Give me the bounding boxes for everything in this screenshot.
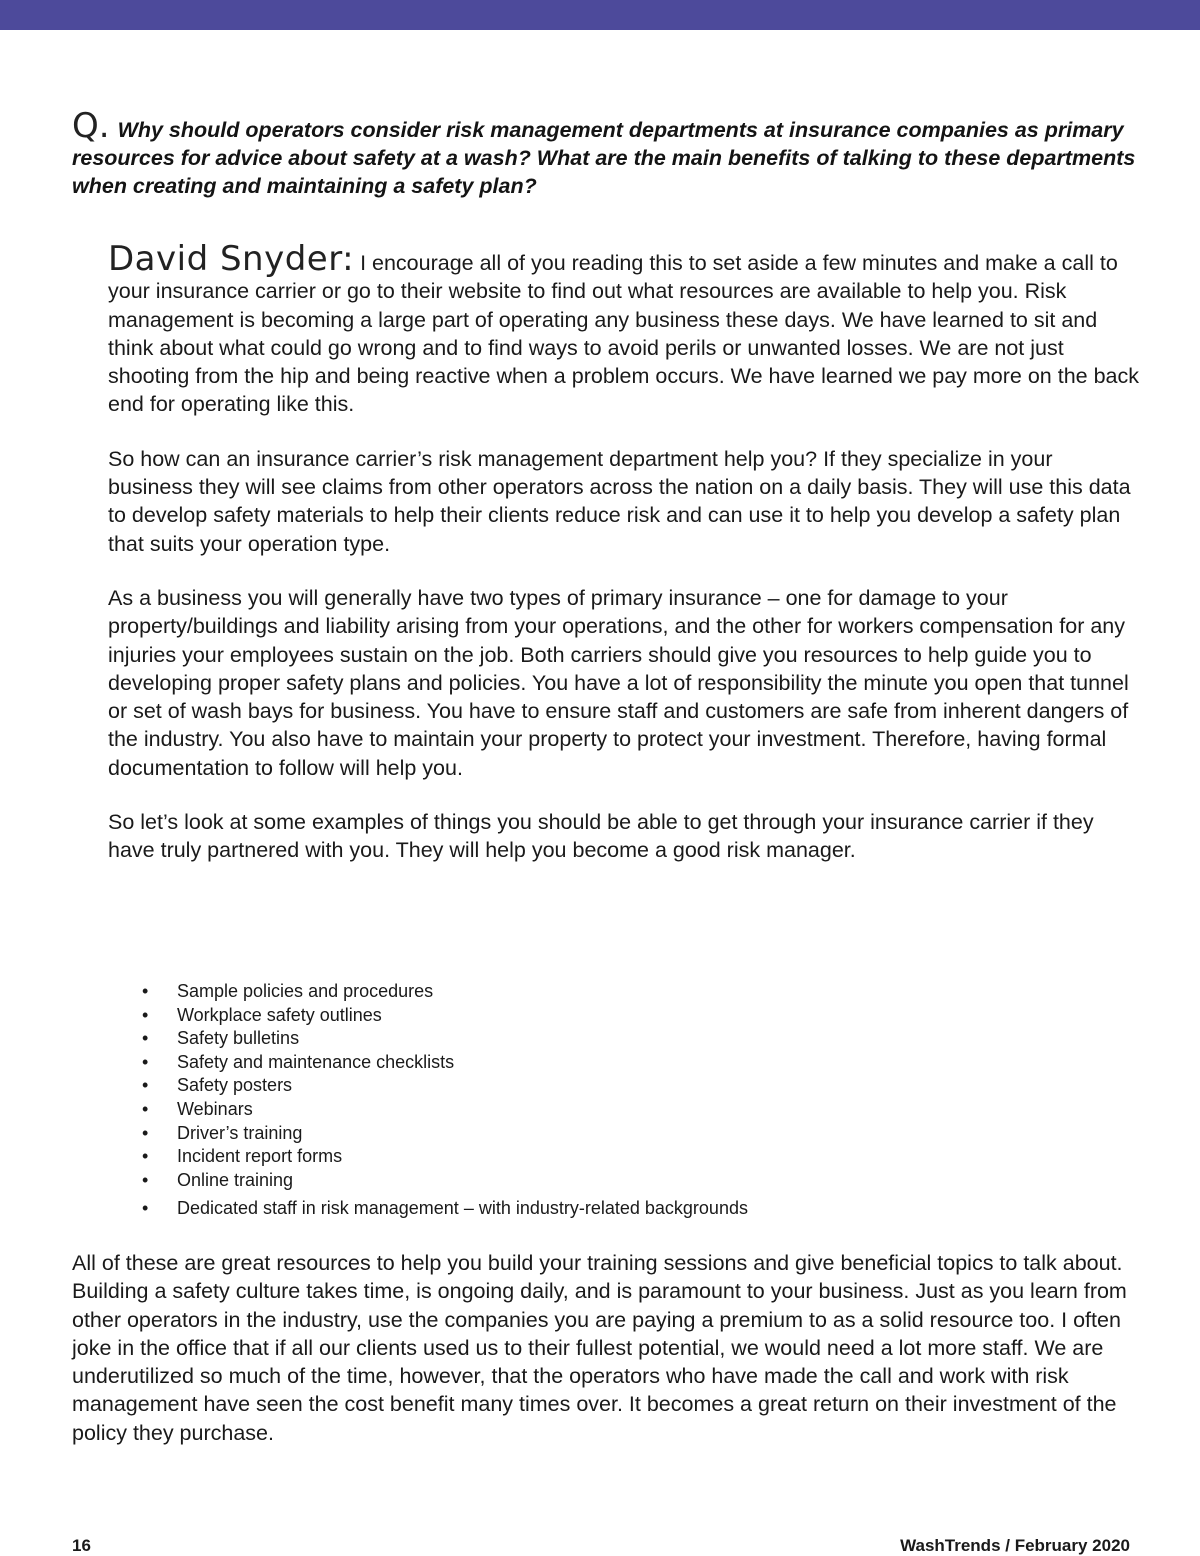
answer-paragraph: So let’s look at some examples of things you should be able to get through your insurance carrier if they have truly partnered with you. They will help you become a good risk manager. <box>108 810 1094 863</box>
list-item: • Webinars <box>142 1098 1042 1122</box>
answer-paragraph: As a business you will generally have two types of primary insurance – one for damage to your property/buildings and liability arising from your operations, and the other for workers compensation for any injuries your employees sustain on the job. Both carriers should give you resources to help guide you to developing proper safety plans and policies. You have a lot of responsibility the minute you open that tunnel or set of wash bays for business. You have to ensure staff and customers are safe from inherent dangers of the industry. You also have to maintain your property to protect your investment. Therefore, having formal documentation to follow will help you. <box>108 585 1129 780</box>
list-item: • Safety posters <box>142 1074 1042 1098</box>
header-accent-bar <box>0 0 1200 30</box>
page-number: 16 <box>72 1536 91 1555</box>
list-item: • Incident report forms <box>142 1145 1042 1169</box>
question <box>72 106 1142 200</box>
publication-title: WashTrends / February 2020 <box>900 1536 1130 1555</box>
list-item: • Driver’s training <box>142 1122 1042 1146</box>
answer-paragraph-text: I encourage all of you reading this to set aside a few minutes and make a call to your insurance carrier or go to their website to find out what resources are available to help you. Risk management is becoming a large part of operating any business these days. We have learned to sit and think about what could go wrong and to find ways to avoid perils or unwanted losses. We are not just shooting from the hip and being reactive when a problem occurs. We have learned we pay more on the back end for operating like this. <box>108 251 1140 417</box>
speaker-name: David Snyder: <box>108 239 355 279</box>
closing-paragraph: All of these are great resources to help you build your training sessions and give beneficial topics to talk about. Building a safety culture takes time, is ongoing daily, and is paramount to your business. Just as you learn from other operators in the industry, use the companies you are paying a premium to as a solid resource too. I often joke in the office that if all our clients used us to their fullest potential, we would need a lot more staff. We are underutilized so much of the time, however, that the operators who have made the call and work with risk management have seen the cost benefit many times over. It becomes a great return on their investment of the policy they purchase. <box>72 1251 1127 1445</box>
answer-paragraph: So how can an insurance carrier’s risk management department help you? If they specialize in your business they will see claims from other operators across the nation on a daily basis. They will use this data to develop safety materials to help their clients reduce risk and can use it to help you develop a safety plan that suits your operation type. <box>108 446 1131 556</box>
list-item: • Safety and maintenance checklists <box>142 1051 1042 1075</box>
list-item: • Sample policies and procedures <box>142 980 1042 1004</box>
list-item: • Online training <box>142 1169 1042 1193</box>
list-item: • Dedicated staff in risk management – with industry-related backgrounds <box>142 1197 1042 1221</box>
answer-body <box>108 239 1143 891</box>
resource-list <box>142 980 1042 1221</box>
list-item: • Safety bulletins <box>142 1027 1042 1051</box>
answer-paragraph <box>108 239 1143 419</box>
question-text: Why should operators consider risk management departments at insurance companies as primary resources for advice about safety at a wash? What are the main benefits of talking to these departments when creating and maintaining a safety plan? <box>72 118 1136 198</box>
list-item: • Workplace safety outlines <box>142 1004 1042 1028</box>
question-mark-label: Q. <box>72 106 110 146</box>
